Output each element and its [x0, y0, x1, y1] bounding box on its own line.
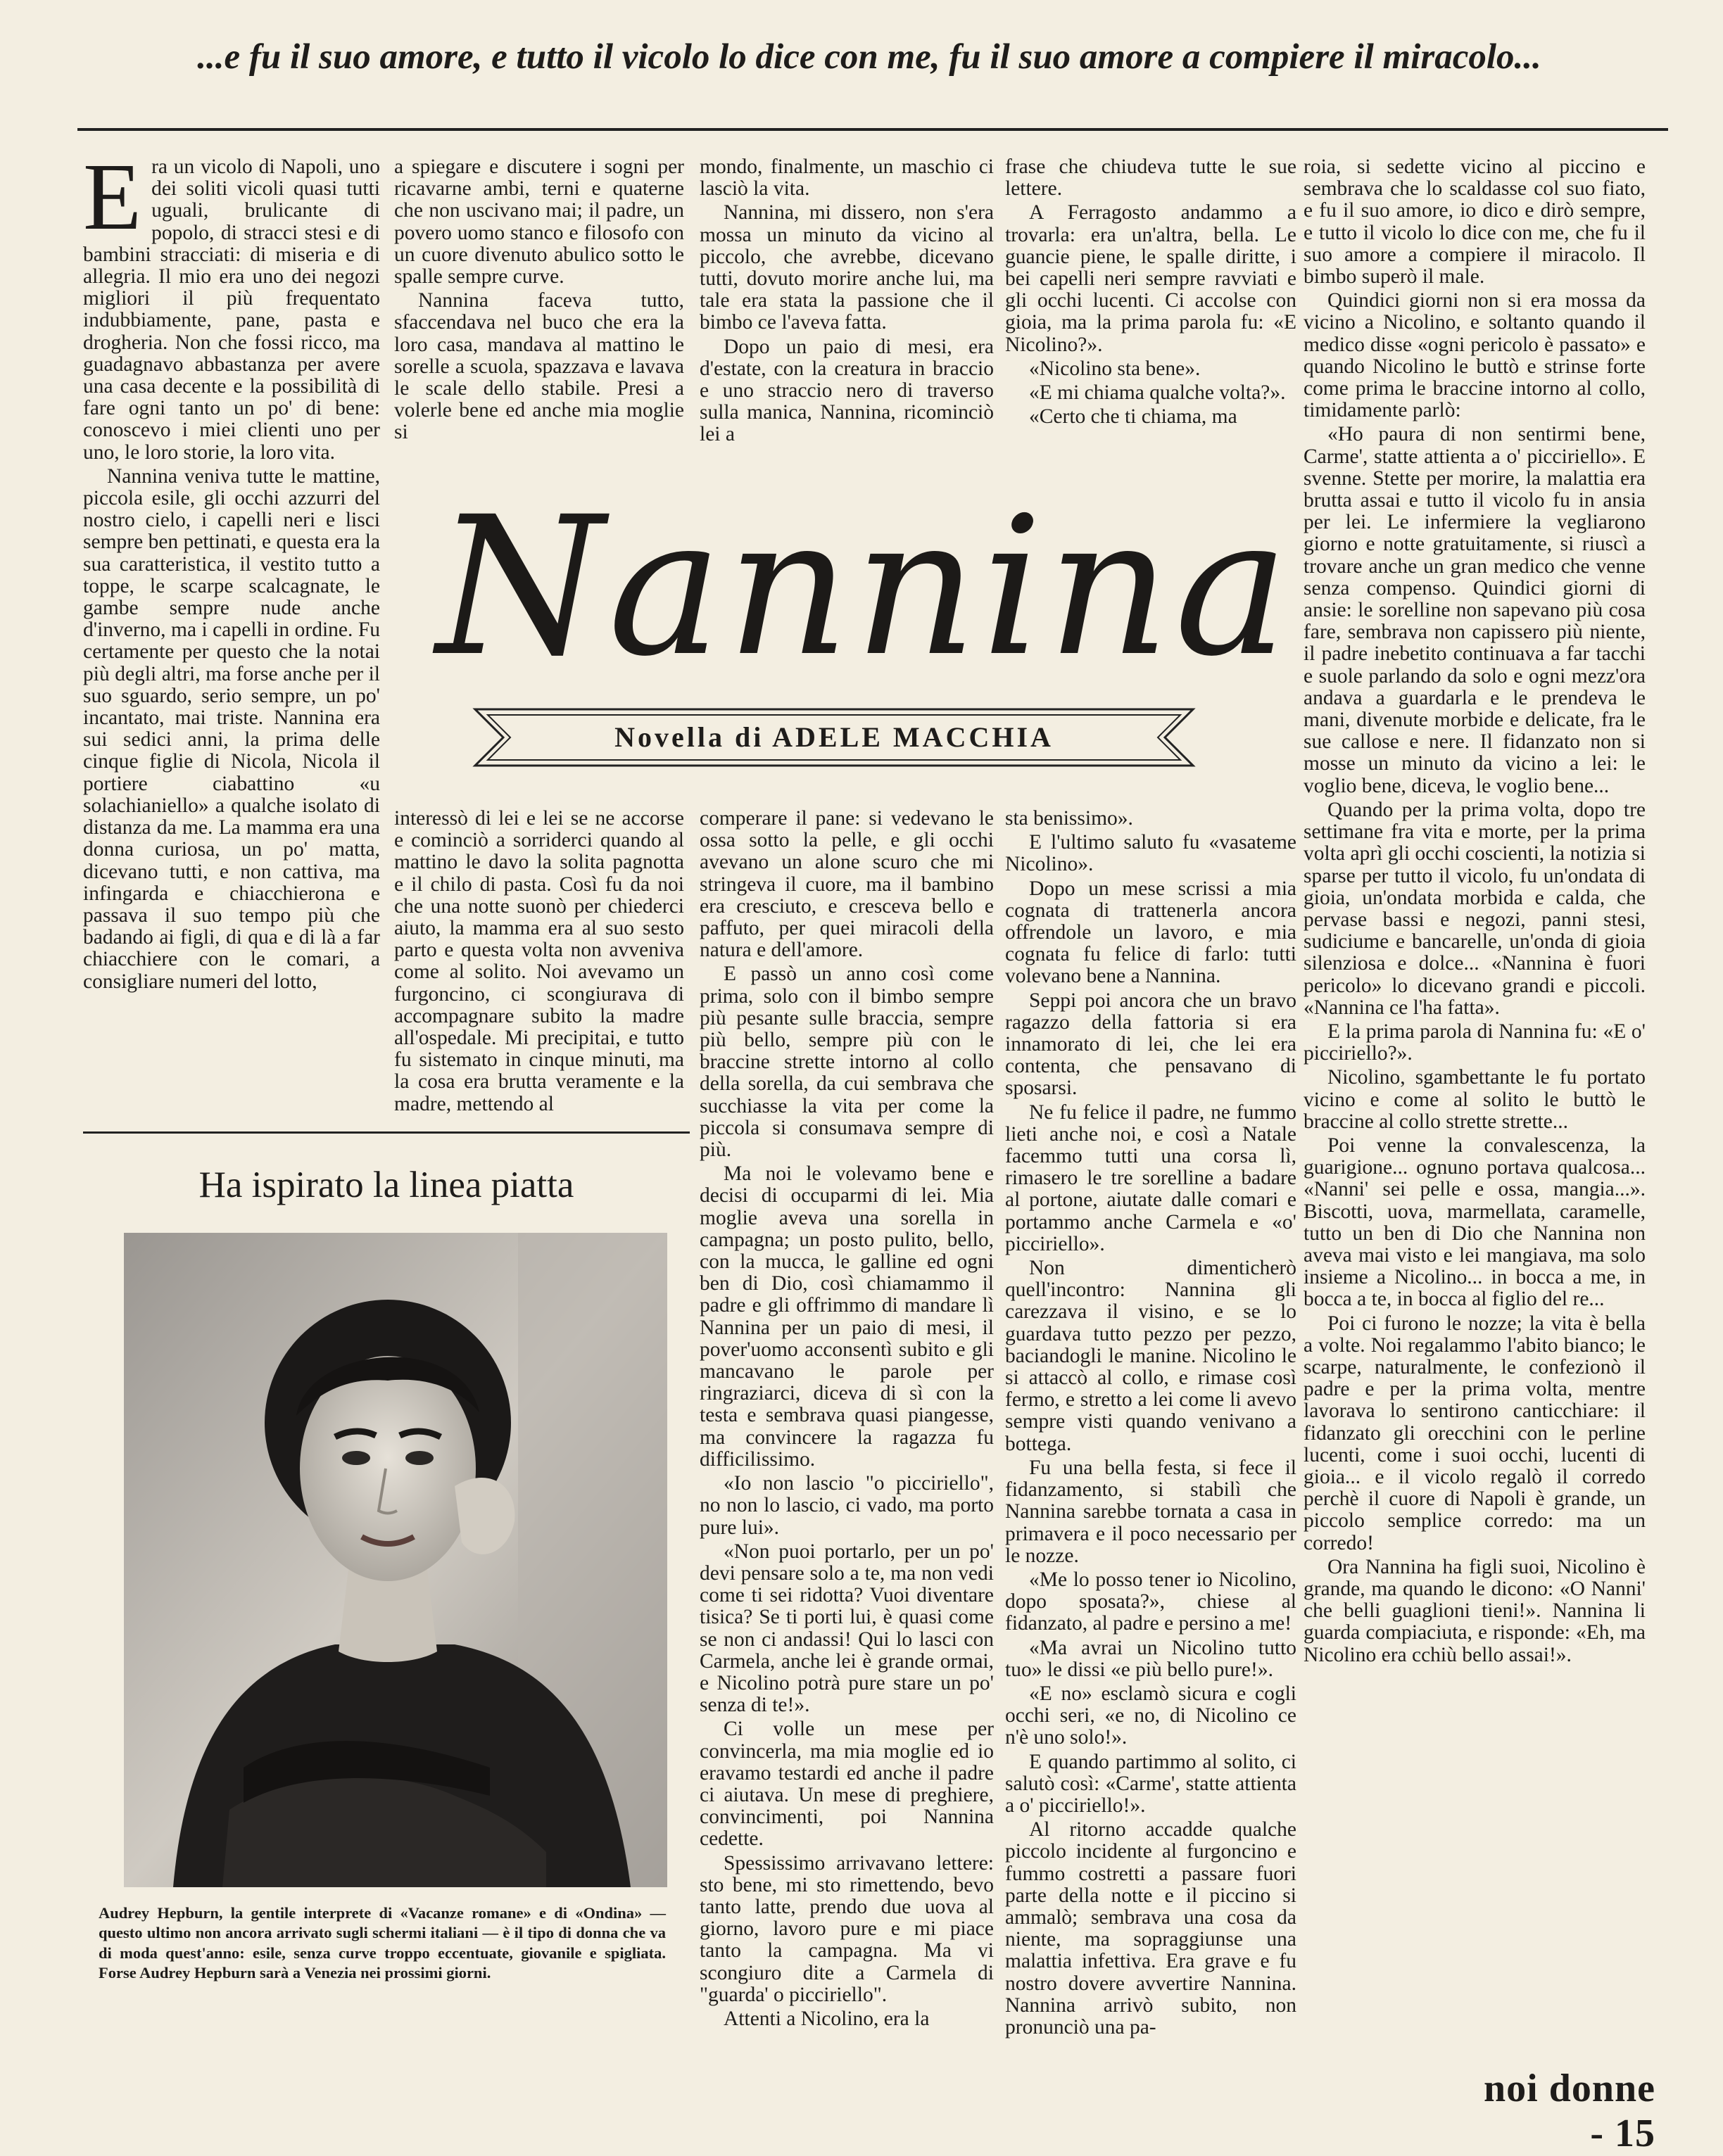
- paragraph: Dopo un mese scrissi a mia cognata di trattenerla ancora offrendole un lavoro, e mia cognata fu felice di farlo: tutti volevano bene a Nannina.: [1005, 877, 1296, 988]
- paragraph: «Nicolino sta bene».: [1029, 357, 1201, 380]
- magazine-footer: noi donne - 15: [1484, 2067, 1655, 2155]
- byline-banner: [468, 704, 1200, 771]
- paragraph: mondo, finalmente, un maschio ci lasciò la vita.: [700, 156, 994, 201]
- paragraph: a spiegare e discutere i sogni per ricavarne ambi, terni e quaterne che non uscivano mai; il padre, un povero uomo stanco e filosofo con un cuore divenuto abulico sotto le spalle sempre curve.: [394, 156, 684, 288]
- paragraph: E l'ultimo saluto fu «vasateme Nicolino».: [1005, 831, 1296, 876]
- paragraph: Ci volle un mese per convincerla, ma mia moglie ed io eravamo testardi ed anche il padre ci aiutava. Un mese di preghiere, convincimenti, poi Nannina cedette.: [700, 1718, 994, 1851]
- article-column-2-lower: [394, 808, 684, 1117]
- section-divider: [83, 1131, 690, 1134]
- paragraph: E la prima parola di Nannina fu: «E o' picciriello?».: [1304, 1020, 1646, 1065]
- paragraph: Nicolino, sgambettante le fu portato vicino e come al solito le buttò le braccine al collo strette strette...: [1304, 1066, 1646, 1133]
- paragraph: Attenti a Nicolino, era la: [724, 2007, 930, 2030]
- paragraph: Ora Nannina ha figli suoi, Nicolino è grande, ma quando le dicono: «O Nanni' che belli guaglioni tieni!». Nannina li guarda compiaciuta, e risponde: «Eh, ma Nicolino era cchiù bello assai!».: [1304, 1555, 1646, 1666]
- portrait-photo: [124, 1233, 667, 1887]
- paragraph: Poi ci furono le nozze; la vita è bella a volte. Noi regalammo l'abito bianco; le scarpe, naturalmente, le confezionò il padre e per la prima volta, mentre lavorava lo sentirono canticchiare: il fidanzato gli orecchini con le perline lucenti, come i suoi occhi, lucenti di gioia... e il vicolo regalò il corredo perchè il cuore di Napoli è grande, un piccolo semplice corredo: ma un corredo!: [1304, 1312, 1646, 1554]
- article-column-4-lower: [1005, 808, 1296, 2041]
- paragraph: «Me lo posso tener io Nicolino, dopo sposata?», chiese al fidanzato, al padre e persino a me!: [1005, 1568, 1296, 1635]
- paragraph: Fu una bella festa, si fece il fidanzamento, si stabilì che Nannina sarebbe tornata a casa in primavera e il poco necessario per le nozze.: [1005, 1456, 1296, 1567]
- drop-cap: E: [83, 144, 142, 250]
- paragraph: Era un vicolo di Napoli, uno dei soliti vicoli quasi tutti uguali, brulicante di popolo, di stracci stesi e di bambini stracciati: di miseria e di allegria. Il mio era uno dei negozi migliori il più frequentato indubbiamente, pane, pasta e drogheria. Non che fossi ricco, ma guadagnavo abbastanza per avere una casa decente e la possibilità di fare ogni tanto un po' di bene: conoscevo i miei clienti uno per uno, le loro storie, la loro vita.: [83, 144, 380, 464]
- paragraph: «E no» esclamò sicura e cogli occhi seri, «e no, di Nicolino ce n'è uno solo!».: [1005, 1682, 1296, 1749]
- paragraph: Ne fu felice il padre, ne fummo lieti anche noi, e così a Natale facemmo tutti una corsa lì, rimasero le tre sorelline a badare al portone, aiutate dalle comari e portammo anche Carmela e «o' picciriello».: [1005, 1101, 1296, 1255]
- paragraph: Al ritorno accadde qualche piccolo incidente al furgoncino e fummo costretti a passare fuori parte della notte e il piccino si ammalò; sembrava una cosa da niente, ma sopraggiunse una malattia infettiva. Era grave e fu nostro dovere avvertire Nannina. Nannina arrivò subito, non pronunciò una pa-: [1005, 1818, 1296, 2038]
- paragraph: E passò un anno così come prima, solo con il bimbo sempre più pesante sulle braccia, sempre più bello, sempre più con le braccine strette intorno al collo della sorella, da cui sembrava che succhiasse la vita per come la piccola si consumava sempre di più.: [700, 963, 994, 1162]
- paragraph: «Certo che ti chiama, ma: [1029, 405, 1237, 429]
- article-title: Nannina: [436, 476, 1293, 699]
- paragraph: «Ma avrai un Nicolino tutto tuo» le dissi «e più bello pure!».: [1005, 1636, 1296, 1681]
- paragraph: E quando partimmo al solito, ci salutò così: «Carme', statte attienta a o' picciriello!».: [1005, 1750, 1296, 1817]
- article-column-1: [83, 144, 380, 995]
- paragraph: comperare il pane: si vedevano le ossa sotto la pelle, e gli occhi avevano un alone scuro che mi stringeva il cuore, ma il bambino era cresciuto, e cresceva bello e paffuto, per quei miracoli della natura e dell'amore.: [700, 807, 994, 962]
- paragraph: «E mi chiama qualche volta?».: [1029, 381, 1286, 405]
- portrait-illustration: [124, 1233, 667, 1887]
- article-column-4: [1005, 156, 1296, 430]
- paragraph: Poi venne la convalescenza, la guarigione... ognuno portava qualcosa... «Nanni' sei pelle e ossa, mangia...». Biscotti, uova, marmellata, caramelle, tutto un ben di Dio che Nannina non aveva mai visto e lei mangiava, ma solo insieme a Nicolino... in bocca a me, in bocca a te, in bocca al figlio del re...: [1304, 1134, 1646, 1311]
- paragraph: frase che chiudeva tutte le sue lettere.: [1005, 156, 1296, 201]
- paragraph: Non dimenticherò quell'incontro: Nannina gli carezzava il visino, e se lo guardava tutto pezzo per pezzo, baciandogli le manine. Nicolino le si attaccò al collo, e rimase così fermo, e stretto a lei come li avevo sempre visti quando venivano a bottega.: [1005, 1257, 1296, 1455]
- top-rule: [77, 128, 1668, 131]
- paragraph: «Non puoi portarlo, per un po' devi pensare solo a te, ma non vedi come ti sei ridotta? Vuoi diventare tisica? Se ti porti lui, è quasi come se non ci andassi! Qui lo lasci con Carmela, anche lei è grande ormai, e Nicolino potrà pure stare un po' senza di te!».: [700, 1540, 994, 1717]
- article-column-3: [700, 156, 994, 448]
- headline: ...e fu il suo amore, e tutto il vicolo lo dice con me, fu il suo amore a compiere il miracolo...: [197, 37, 1541, 77]
- byline: Novella di ADELE MACCHIA: [614, 721, 1054, 753]
- article-column-5: [1304, 156, 1646, 1668]
- paragraph: sta benissimo».: [1005, 807, 1133, 830]
- article-column-3-lower: [700, 808, 994, 2032]
- paragraph: roia, si sedette vicino al piccino e sembrava che lo scaldasse col suo fiato, e fu il suo amore, io dico e dirò sempre, e tutto il vicolo lo dice con me, che fu il suo amore a compiere il miracolo. Il bimbo superò il male.: [1304, 156, 1646, 288]
- paragraph: Dopo un paio di mesi, era d'estate, con la creatura in braccio e uno straccio nero di traverso sulla manica, Nannina, ricominciò lei a: [700, 335, 994, 446]
- paragraph: interessò di lei e lei se ne accorse e cominciò a sorriderci quando al mattino le davo la solita pagnotta e il chilo di pasta. Così fu da noi che una notte suonò per chiederci aiuto, la mamma era al suo sesto parto e questa volta non avveniva come al solito. Noi avevamo un furgoncino, ci scongiurava di accompagnare subito la madre all'ospedale. Mi precipitai, e tutto fu sistemato in cinque minuti, ma la cosa era brutta veramente e la madre, mettendo al: [394, 807, 684, 1115]
- paragraph: Nannina, mi dissero, non s'era mossa un minuto da vicino al piccolo, che avrebbe, dicevano tutti, dovuto morire anche lui, ma tale era stata la passione che il bimbo ce l'aveva fatta.: [700, 201, 994, 334]
- paragraph: Quando per la prima volta, dopo tre settimane fra vita e morte, per la prima volta aprì gli occhi coscienti, la notizia si sparse per tutto il vicolo, fu un'ondata di gioia, un'ondata morbida e calda, che pervase bassi e negozi, panni stesi, sudiciume e bancarelle, un'onda di gioia silenziosa e dolce... «Nannina è fuori pericolo» lo dicevano grandi e piccoli. «Nannina ce l'ha fatta».: [1304, 798, 1646, 1019]
- paragraph: Seppi poi ancora che un bravo ragazzo della fattoria si era innamorato di lei, che lei era contenta, che pensavano di sposarsi.: [1005, 989, 1296, 1100]
- paragraph: Spessissimo arrivavano lettere: sto bene, mi sto rimettendo, bevo tanto latte, prendo due uova al giorno, lavoro pure e mi piace tanto la campagna. Ma vi scongiuro dite a Carmela di "guarda' o picciriello".: [700, 1851, 994, 2006]
- paragraph: «Io non lascio "o picciriello", no non lo lascio, ci vado, ma porto pure lui».: [700, 1472, 994, 1539]
- paragraph: Ma noi le volevamo bene e decisi di occuparmi di lei. Mia moglie aveva una sorella in campagna; un posto pulito, bello, con la mucca, le galline ed ogni ben di Dio, così chiamammo il padre e gli offrimmo di mandare lì Nannina per un paio di mesi, il pover'uomo acconsentì subito e gli mancavano le parole per ringraziarci, diceva di sì con la testa e sembrava quasi piangesse, ma convincere la ragazza fu difficilissimo.: [700, 1162, 994, 1471]
- paragraph: Quindici giorni non si era mossa da vicino a Nicolino, e soltanto quando il medico disse «ogni pericolo è passato» e quando Nicolino le buttò e strinse forte come prima le braccine intorno al collo, timidamente parlò:: [1304, 289, 1646, 422]
- paragraph: A Ferragosto andammo a trovarla: era un'altra, bella. Le guancie piene, le spalle diritte, i bei capelli neri sempre ravviati e gli occhi lucenti. Ci accolse con gioia, ma la prima parola fu: «E Nicolino?».: [1005, 201, 1296, 356]
- paragraph: Nannina veniva tutte le mattine, piccola esile, gli occhi azzurri del nostro cielo, i capelli neri e lisci sempre ben pettinati, e questa era la sua caratteristica, il vestito tutto a toppe, le scarpe scalcagnate, le gambe sempre nude anche d'inverno, ma i capelli in ordine. Fu certamente per questo che la notai più degli altri, ma forse anche per il suo sguardo, serio sempre, un po' incantato, mai triste. Nannina era sui sedici anni, la prima delle cinque figlie di Nicola, Nicola il portiere ciabattino «u solachianiello» a qualche isolato di distanza da me. La mamma era una donna curiosa, un po' matta, dicevano tutti, e non cattiva, ma infingarda e chiacchierona e passava il suo tempo più che badando ai figli, di qua e di là a far chiacchiere con le comari, a consigliare numeri del lotto,: [83, 464, 380, 993]
- paragraph: Nannina faceva tutto, sfaccendava nel buco che era la loro casa, mandava al mattino le sorelle a scuola, spazzava e lavava le scale dello stabile. Presi a volerle bene ed anche mia moglie si: [394, 289, 684, 444]
- photo-caption: Audrey Hepburn, la gentile interprete di «Vacanze romane» e di «Ondina» — questo ultimo non ancora arrivato sugli schermi italiani — è il tipo di donna che va di moda quest'anno: esile, senza curve troppo eccentuate, giovanile e spigliata. Forse Audrey Hepburn sarà a Venezia nei prossimi giorni.: [99, 1904, 666, 1982]
- article-column-2: [394, 156, 684, 446]
- sidebar-title: Ha ispirato la linea piatta: [198, 1165, 574, 1205]
- paragraph: «Ho paura di non sentirmi bene, Carme', statte attienta a o' picciriello». E svenne. Stette per morire, la malattia era brutta assai e tutto il vicolo fu in ansia per lei. Le infermiere la vegliarono giorno e notte gratuitamente, si riuscì a trovare anche un gran medico che venne senza compenso. Quindici giorni di ansie: le sorelline non sapevano più cosa fare, sembrava non capissero più niente, il padre inebetito continuava a far tacchi e suole parlando da solo e ogni mezz'ora andava a guardarla e le prendeva le mani, divenute morbide e delicate, fra le sue callose e nere. Il fidanzato non si mosse un minuto da vicino a lei: le voglio bene, diceva, le voglio bene...: [1304, 423, 1646, 797]
